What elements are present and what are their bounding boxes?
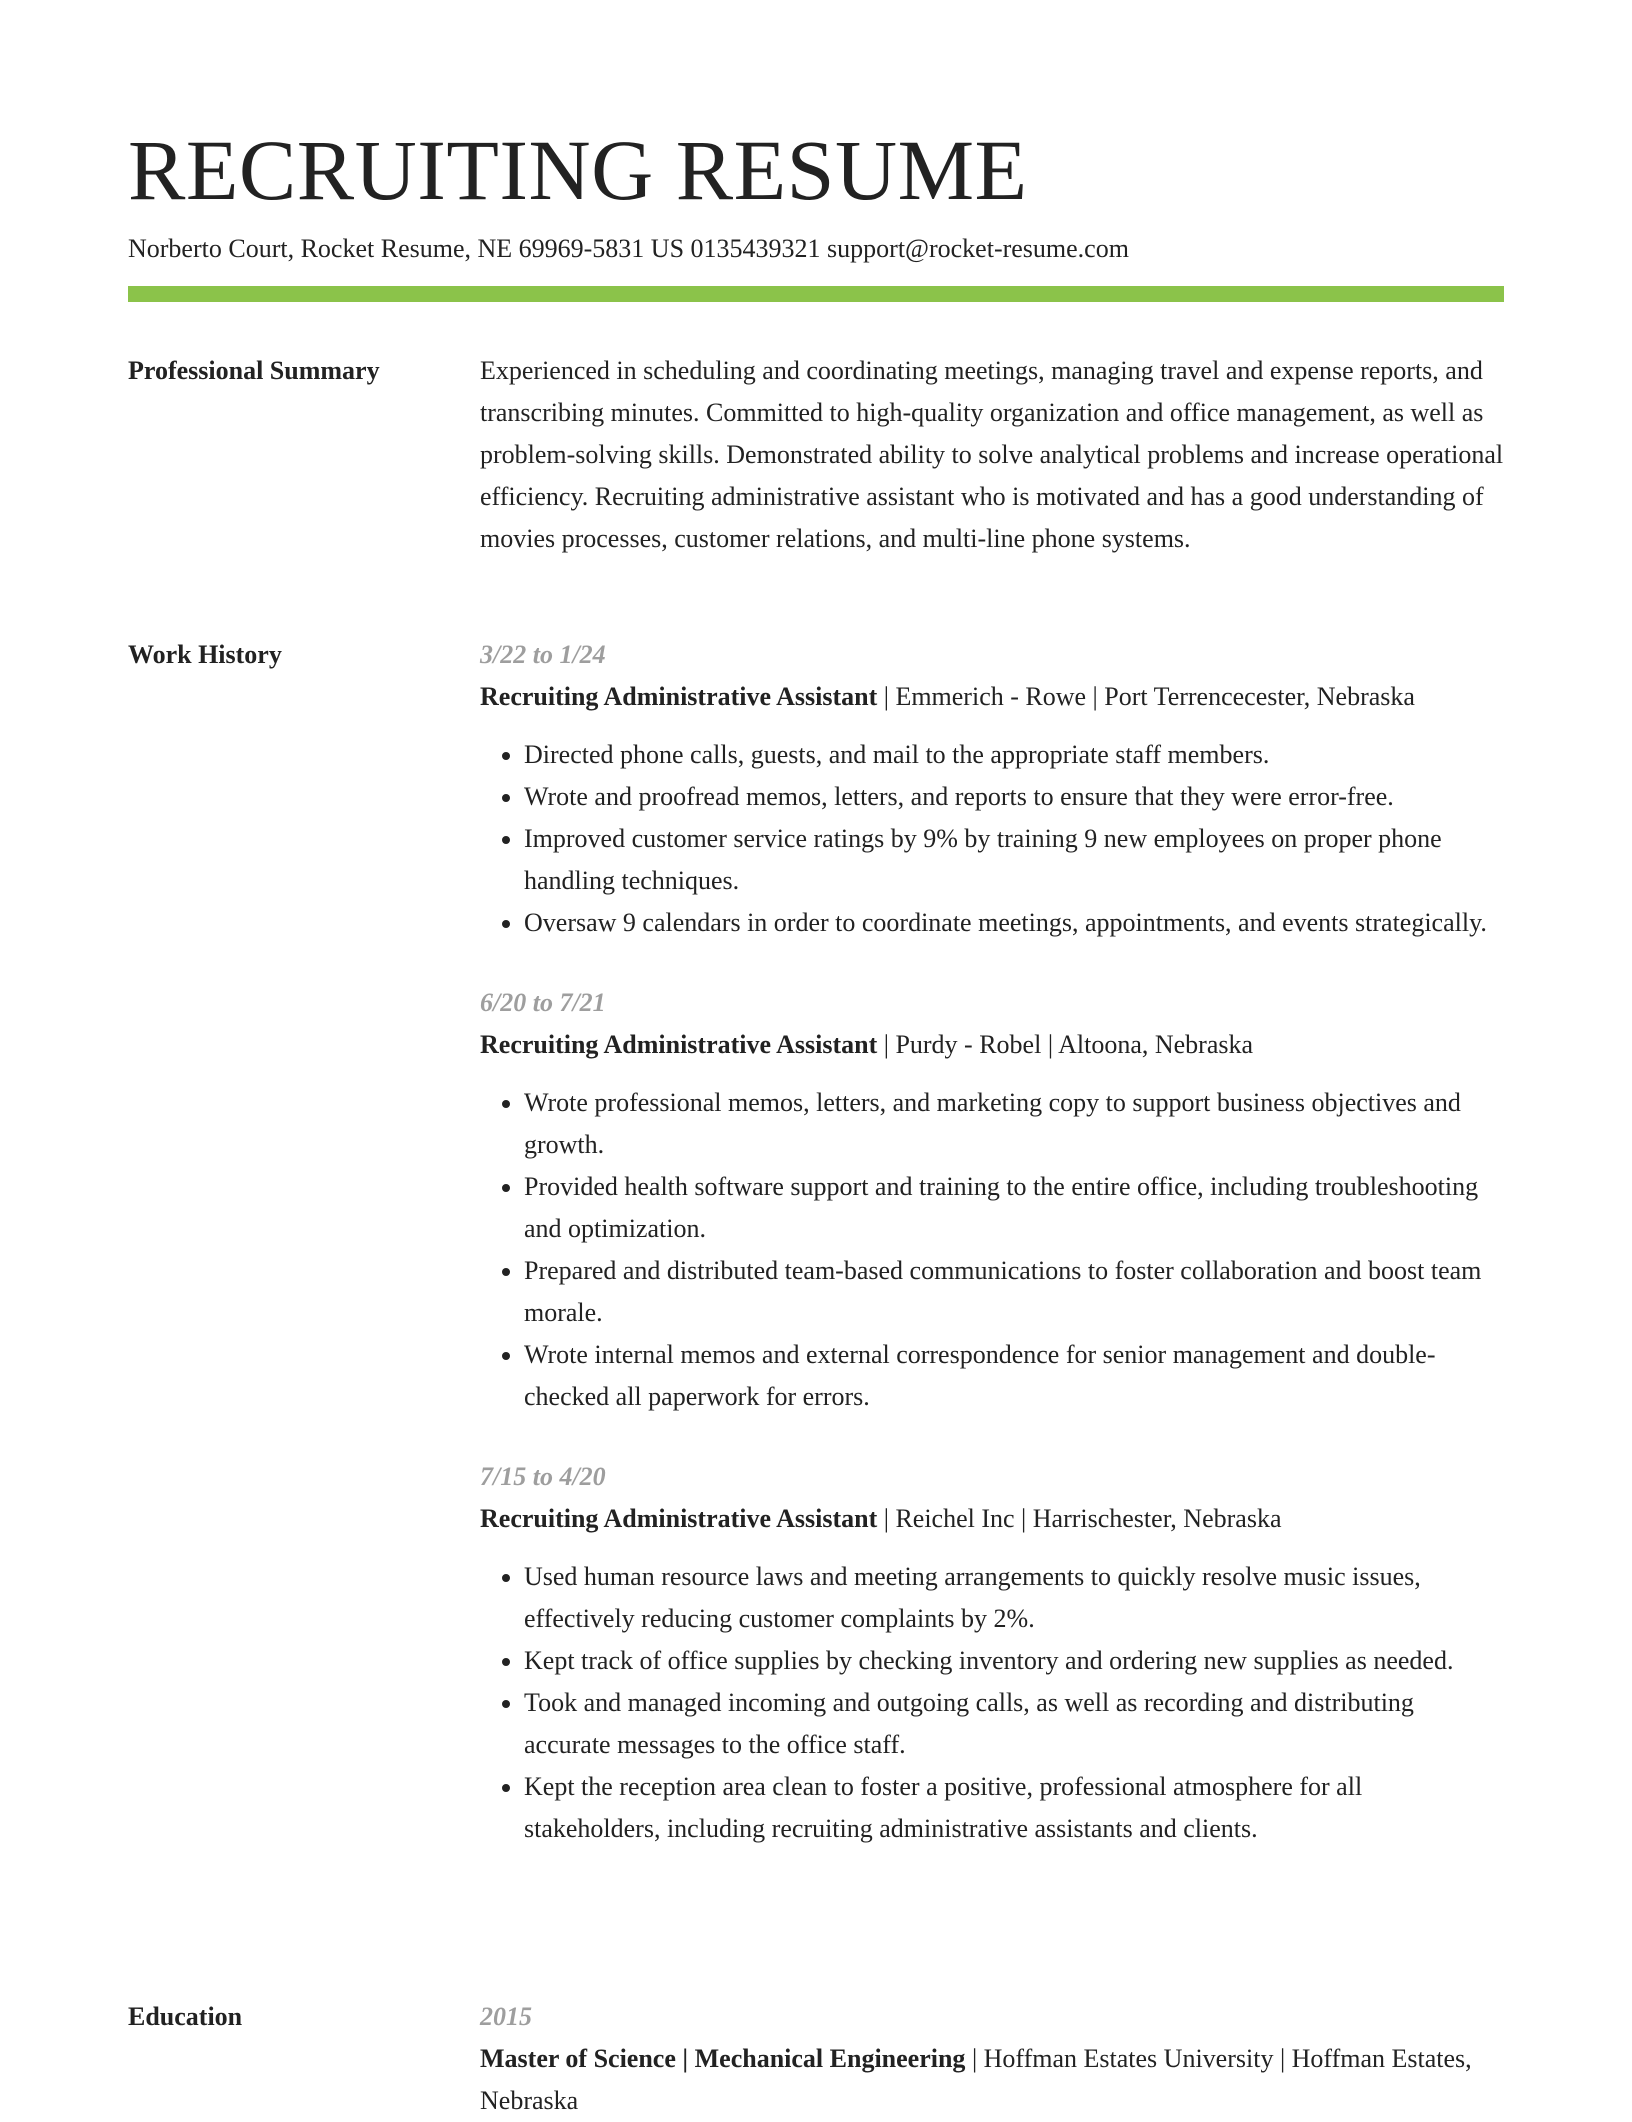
job-details: | Reichel Inc | Harrischester, Nebraska: [877, 1504, 1282, 1533]
education-label: Education: [128, 2002, 243, 2031]
job-header: [480, 1024, 1504, 1066]
contact-line: Norberto Court, Rocket Resume, NE 69969-5831 US 0135439321 support@rocket-resume.com: [128, 234, 1129, 263]
job-dates: 6/20 to 7/21: [480, 988, 606, 1017]
job-bullets: [480, 1556, 1504, 1850]
education-header: [480, 2038, 1504, 2122]
job-bullet: • Kept the reception area clean to foster a positive, professional atmosphere for all stakeholders, including recruiting administrative assistants and clients.: [524, 1766, 1504, 1850]
job-bullet: • Wrote and proofread memos, letters, and reports to ensure that they were error-free.: [524, 776, 1504, 818]
job-entry: [480, 982, 1504, 1418]
job-bullet: • Wrote professional memos, letters, and marketing copy to support business objectives and growth.: [524, 1082, 1504, 1166]
job-bullet: • Took and managed incoming and outgoing calls, as well as recording and distributing accurate messages to the office staff.: [524, 1682, 1504, 1766]
resume-title: RECRUITING RESUME: [128, 122, 1028, 218]
job-title: Recruiting Administrative Assistant: [480, 1504, 878, 1533]
job-bullet: • Directed phone calls, guests, and mail to the appropriate staff members.: [524, 734, 1504, 776]
job-bullet: • Improved customer service ratings by 9% by training 9 new employees on proper phone handling techniques.: [524, 818, 1504, 902]
job-header: [480, 676, 1504, 718]
job-bullets: [480, 734, 1504, 944]
job-bullet: • Prepared and distributed team-based communications to foster collaboration and boost team morale.: [524, 1250, 1504, 1334]
job-title: Recruiting Administrative Assistant: [480, 682, 878, 711]
summary-text: Experienced in scheduling and coordinating meetings, managing travel and expense reports, and transcribing minutes. Committed to high-quality organization and office management, as well as problem-solving skills. Demonstrated ability to solve analytical problems and increase operational efficiency. Recruiting administrative assistant who is motivated and has a good understanding of movies processes, customer relations, and multi-line phone systems.: [480, 356, 1504, 553]
job-details: | Purdy - Robel | Altoona, Nebraska: [877, 1030, 1254, 1059]
job-header: [480, 1498, 1504, 1540]
job-bullet: • Used human resource laws and meeting arrangements to quickly resolve music issues, effectively reducing customer complaints by 2%.: [524, 1556, 1504, 1640]
job-bullet: • Provided health software support and training to the entire office, including troubleshooting and optimization.: [524, 1166, 1504, 1250]
job-title: Recruiting Administrative Assistant: [480, 1030, 878, 1059]
education-body: [480, 1996, 1504, 2122]
education-entry: [480, 1996, 1504, 2122]
job-bullet: • Oversaw 9 calendars in order to coordinate meetings, appointments, and events strategically.: [524, 902, 1504, 944]
summary-body: [480, 350, 1504, 560]
job-bullet: • Kept track of office supplies by checking inventory and ordering new supplies as needed.: [524, 1640, 1504, 1682]
summary-label: Professional Summary: [128, 356, 380, 385]
degree-title: Master of Science | Mechanical Engineering: [480, 2044, 966, 2073]
job-entry: [480, 1456, 1504, 1850]
education-year: 2015: [480, 2002, 532, 2031]
job-entry: [480, 634, 1504, 944]
job-details: | Emmerich - Rowe | Port Terrencecester, Nebraska: [877, 682, 1415, 711]
job-dates: 7/15 to 4/20: [480, 1462, 606, 1491]
header-divider: [128, 286, 1504, 302]
work-history-body: [480, 634, 1504, 1850]
job-dates: 3/22 to 1/24: [480, 640, 606, 669]
job-bullet: • Wrote internal memos and external correspondence for senior management and double-checked all paperwork for errors.: [524, 1334, 1504, 1418]
education-details: | Hoffman Estates University | Hoffman Estates, Nebraska: [480, 2044, 1472, 2115]
job-bullets: [480, 1082, 1504, 1418]
work-history-label: Work History: [128, 640, 282, 669]
